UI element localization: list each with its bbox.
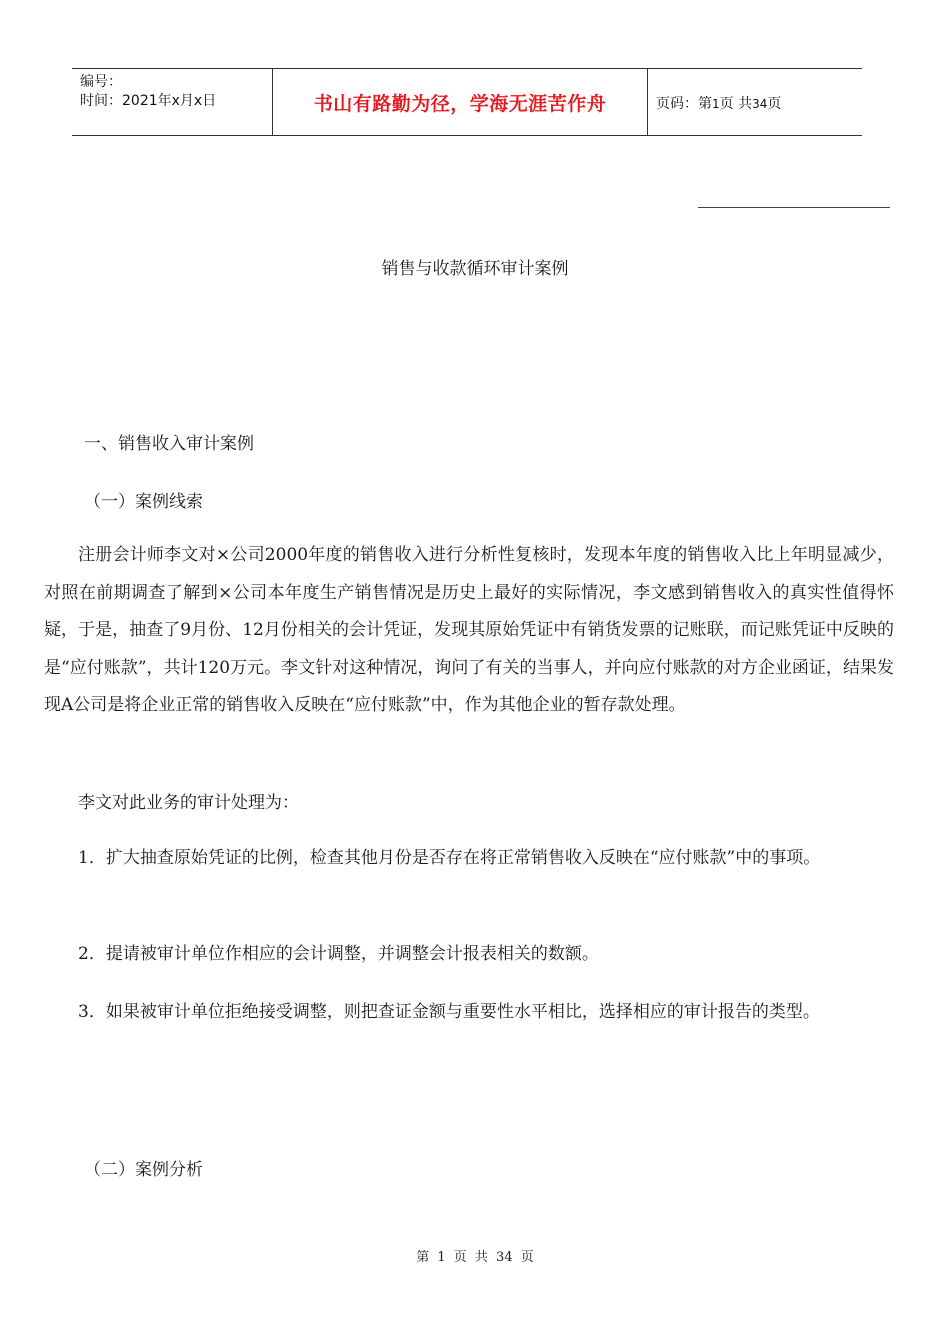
- subsection-heading: （二）案例分析: [84, 1160, 203, 1180]
- body-paragraph: 李文对此业务的审计处理为：: [78, 793, 299, 813]
- page-footer: 第 1 页 共 34 页: [416, 1250, 534, 1265]
- subsection-heading: （一）案例线索: [84, 492, 203, 512]
- body-paragraph: 注册会计师李文对×公司2000年度的销售收入进行分析性复核时，发现本年度的销售收入比上年明显减少，对照在前期调查了解到×公司本年度生产销售情况是历史上最好的实际情况，李文感到销售收入的真实性值得怀疑，于是，抽查了9月份、12月份相关的会计凭证，发现其原始凭证中有销货发票的记账联，而记账凭证中反映的是“应付账款”，共计120万元。李文针对这种情况，询问了有关的当事人，并向应付账款的对方企业函证，结果发现A公司是将企业正常的销售收入反映在“应付账款”中，作为其他企业的暂存款处理。: [44, 545, 894, 715]
- document-title: 销售与收款循环审计案例: [381, 259, 569, 279]
- document-header: [72, 68, 862, 136]
- page-suffix: 页: [767, 96, 782, 112]
- page-total: 34: [752, 97, 768, 111]
- body-paragraph: 2．提请被审计单位作相应的会计调整，并调整会计报表相关的数额。: [78, 944, 599, 964]
- number-label: 编号：: [80, 74, 122, 90]
- time-label: 时间：2021年x月x日: [80, 93, 217, 109]
- section-heading: 一、销售收入审计案例: [84, 434, 254, 454]
- header-motto: 书山有路勤为径，学海无涯苦作舟: [313, 93, 607, 115]
- body-paragraph: 1．扩大抽查原始凭证的比例，检查其他月份是否存在将正常销售收入反映在“应付账款”中的事项。: [78, 848, 821, 868]
- page-label: 页码：第: [656, 96, 712, 112]
- page-number: 1: [712, 97, 720, 111]
- header-divider: [647, 69, 648, 135]
- signature-rule: [698, 207, 890, 208]
- page-mid: 页 共: [719, 96, 753, 112]
- body-paragraph: 3．如果被审计单位拒绝接受调整，则把查证金额与重要性水平相比，选择相应的审计报告的类型。: [78, 1002, 820, 1022]
- header-page-info: [656, 93, 781, 113]
- header-meta: [80, 73, 216, 111]
